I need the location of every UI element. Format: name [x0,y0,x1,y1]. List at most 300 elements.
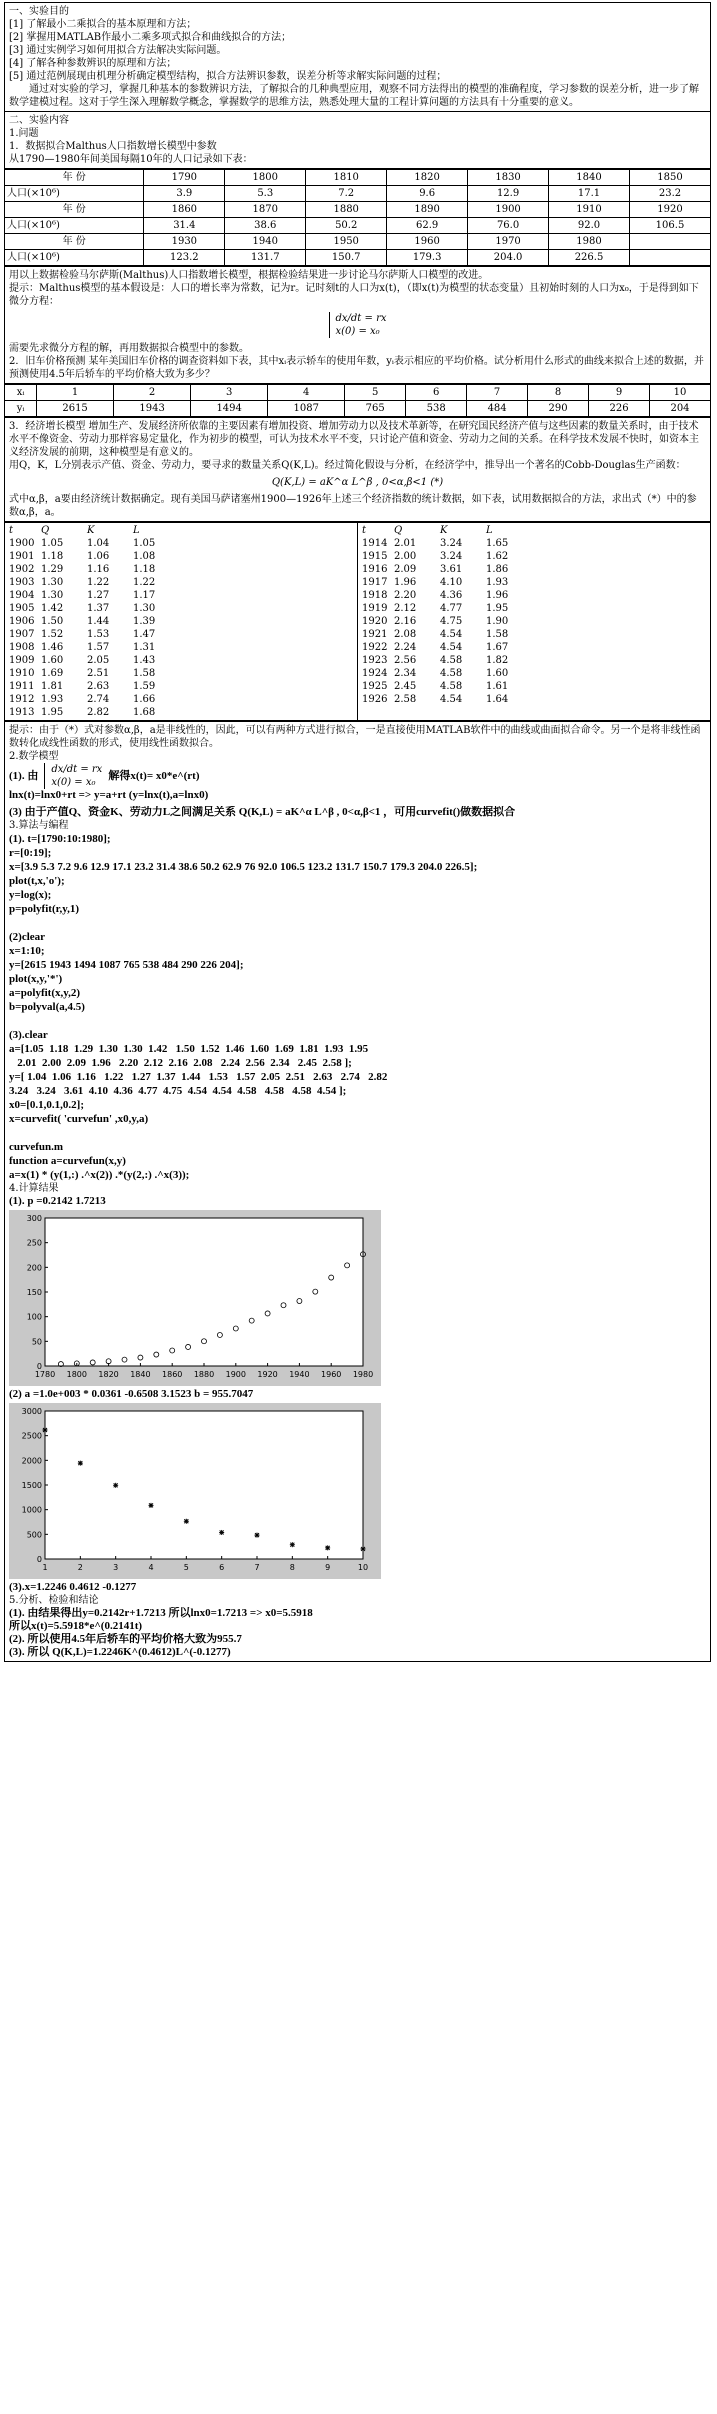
table-cell: 765 [345,401,406,417]
econ-cell: 4.75 [440,616,463,627]
table-cell: 50.2 [306,218,387,234]
econ-cell: 1.42 [41,603,64,614]
x-tick-label: 9 [325,1563,331,1572]
table-cell: 123.2 [144,250,225,266]
population-scatter-plot [9,1210,381,1386]
problem-1-intro: 从1790—1980年间美国每隔10年的人口记录如下表： [9,154,253,165]
econ-cell: 1.67 [486,642,509,653]
econ-cell: 2.56 [394,655,417,666]
econ-cell: 4.58 [440,681,463,692]
table-cell: 1880 [306,202,387,218]
ode-line: dx/dt = rx [335,313,387,324]
table-cell: 1900 [468,202,549,218]
table-cell: 62.9 [387,218,468,234]
table-cell: 5.3 [225,186,306,202]
econ-cell: 1.90 [486,616,509,627]
econ-row [362,563,706,576]
econ-cell: 1909 [9,655,35,666]
econ-cell: 1.60 [41,655,64,666]
econ-row [362,602,706,615]
y-tick-label: 2000 [21,1456,42,1466]
x-tick-label: 1 [42,1563,48,1572]
econ-cell: 1920 [362,616,388,627]
econ-cell: 2.08 [394,629,417,640]
goal-item: [5] 通过范例展现由机理分析确定模型结构，拟合方法辨识参数，误差分析等求解实际问题的过程； [9,71,447,82]
econ-row [9,550,353,563]
table-cell: 2 [114,385,191,401]
econ-row [362,537,706,550]
econ-cell: 4.10 [440,577,463,588]
problem-3-text2: 用Q，K，L分别表示产值、资金、劳动力，要寻求的数量关系Q(K,L)。经过简化假设与分析，在经济学中，推导出一个著名的Cobb-Douglas生产函数： [9,460,686,471]
table-cell: 3.9 [144,186,225,202]
econ-cell: 3.24 [440,538,463,549]
table-row [5,218,711,234]
table-cell: 1850 [629,170,710,186]
x-tick-label: 6 [219,1563,225,1572]
table-cell: 7.2 [306,186,387,202]
table-cell: 38.6 [225,218,306,234]
plot-area [45,1411,363,1559]
table-cell: 1980 [549,234,630,250]
table-cell: 6 [406,385,467,401]
data-point [149,1503,154,1508]
x-tick-label: 3 [113,1563,119,1572]
econ-cell: 1.64 [486,694,509,705]
econ-cell: 1.61 [486,681,509,692]
econ-cell: 1.50 [41,616,64,627]
econ-cell: 4.54 [440,642,463,653]
econ-row [9,706,353,719]
x-tick-label: 1780 [34,1370,56,1379]
econ-cell: 1908 [9,642,35,653]
table-cell: 179.3 [387,250,468,266]
econ-cell: 1916 [362,564,388,575]
car-price-scatter-plot [9,1403,381,1579]
econ-cell: 2.12 [394,603,417,614]
table-cell: 226.5 [549,250,630,266]
conclusion-line: (1). 由结果得出y=0.2142r+1.7213 所以lnx0=1.7213 => x0=5.5918 [9,1607,313,1619]
ode-line: x(0) = x₀ [51,777,96,788]
year-label: 年 份 [5,202,144,218]
table-cell: 226 [589,401,650,417]
y-tick-label: 0 [36,1362,42,1371]
econ-row [9,615,353,628]
x-tick-label: 1840 [130,1370,151,1379]
econ-cell: 2.58 [394,694,417,705]
econ-cell: 2.05 [87,655,110,666]
econ-cell: 1906 [9,616,35,627]
econ-cell: 1.93 [486,577,509,588]
year-label: 年 份 [5,170,144,186]
econ-cell: 1901 [9,551,35,562]
data-point [255,1533,260,1538]
econ-cell: 1926 [362,694,388,705]
econ-cell: 2.01 [394,538,417,549]
econ-row [362,589,706,602]
econ-header: Q [394,525,403,536]
econ-cell: 2.34 [394,668,417,679]
x-tick-label: 2 [77,1563,83,1572]
population-label: 人口(×10⁶) [5,218,144,234]
econ-cell: 4.54 [440,694,463,705]
econ-column-right [357,523,710,720]
table-cell: 1087 [268,401,345,417]
result-1: (1). p =0.2142 1.7213 [9,1195,106,1207]
econ-cell: 1903 [9,577,35,588]
econ-cell: 1923 [362,655,388,666]
y-tick-label: 250 [26,1238,42,1248]
econ-cell: 1.59 [133,681,156,692]
x-tick-label: 1900 [225,1370,246,1379]
econ-cell: 1911 [9,681,35,692]
econ-cell: 2.09 [394,564,417,575]
econ-row [362,576,706,589]
econ-cell: 1905 [9,603,35,614]
econ-data-table [4,522,711,721]
econ-cell: 1904 [9,590,35,601]
econ-cell: 1.29 [41,564,64,575]
problem-1-notes [4,266,711,384]
econ-row [9,537,353,550]
x-tick-label: 1880 [193,1370,215,1379]
econ-cell: 1.05 [41,538,64,549]
x-tick-label: 1800 [66,1370,87,1379]
econ-cell: 1.27 [87,590,110,601]
econ-cell: 1.82 [486,655,509,666]
goal-item: [4] 了解各种参数辨识的原理和方法； [9,58,177,69]
econ-cell: 4.54 [440,629,463,640]
econ-cell: 1.08 [133,551,156,562]
econ-cell: 1.65 [486,538,509,549]
x-tick-label: 5 [183,1563,189,1572]
table-cell: 1830 [468,170,549,186]
y-tick-label: 150 [26,1288,42,1297]
econ-cell: 2.74 [87,694,110,705]
table-cell: 76.0 [468,218,549,234]
table-cell: 1800 [225,170,306,186]
table-cell: 9 [589,385,650,401]
problem-3-text: 3．经济增长模型 增加生产、发展经济所依靠的主要因素有增加投资、增加劳动力以及技术革新等，在研究国民经济产值与这些因素的数量关系时，由于技术水平不像资金、劳动力那样容易定量化，作为初步的模型，可认为技术水平不变，只讨论产值和资金、劳动力之间的关系。在科学技术发展不快时，如资本主义经济发展的前期，这种模型是有意义的。 [9,421,699,458]
table-cell: 204 [650,401,711,417]
econ-row [362,628,706,641]
econ-row [9,576,353,589]
econ-cell: 1.95 [41,707,64,718]
table-cell: 1870 [225,202,306,218]
y-tick-label: 50 [31,1337,42,1347]
econ-cell: 4.77 [440,603,463,614]
table-cell: 204.0 [468,250,549,266]
econ-cell: 1.18 [41,551,64,562]
econ-cell: 1.18 [133,564,156,575]
section-title: 二、实验内容 [9,115,69,126]
y-tick-label: 1000 [21,1505,42,1515]
table-cell: 5 [345,385,406,401]
algo-title: 3.算法与编程 [9,820,69,831]
econ-cell: 1.93 [41,694,64,705]
econ-cell: 1.57 [87,642,110,653]
x-tick-label: 1980 [352,1370,374,1379]
econ-row [9,589,353,602]
conclusion-line: 所以x(t)=5.5918*e^(0.2141t) [9,1620,143,1632]
table-cell: 3 [191,385,268,401]
table-cell: 1810 [306,170,387,186]
ode-system [9,312,706,338]
econ-row [9,641,353,654]
objective-paragraph: 通过对实验的学习，掌握几种基本的参数辨识方法，了解拟合的几种典型应用，观察不同方法得出的模型的准确程度，学习参数的误差分析，进一步了解数学建模过程。这对于学生深入理解数学概念，掌握数学的思维方法，熟悉处理大量的工程计算问题的方法具有十分重要的意义。 [9,84,699,108]
model-1-line2: lnx(t)=lnx0+rt => y=a+rt (y=lnx(t),a=lnx0) [9,789,209,801]
econ-column-left [5,523,357,720]
econ-cell: 1.31 [133,642,156,653]
model-1-solution: 解得x(t)= x0*e^(rt) [108,769,200,782]
table-cell: 23.2 [629,186,710,202]
data-point [219,1530,224,1535]
chart-car-price [9,1403,381,1579]
econ-cell: 1902 [9,564,35,575]
solution-block [4,721,711,1662]
econ-cell: 1.30 [41,577,64,588]
econ-cell: 1.69 [41,668,64,679]
econ-cell: 1921 [362,629,388,640]
econ-header-row [9,524,353,537]
result-2: (2) a =1.0e+003 * 0.0361 -0.6508 3.1523 b = 955.7047 [9,1388,254,1400]
goal-item: [2] 掌握用MATLAB作最小二乘多项式拟合和曲线拟合的方法； [9,32,292,43]
table-cell: 10 [650,385,711,401]
table-cell: 1950 [306,234,387,250]
table-cell: 1940 [225,234,306,250]
problem-1-hint: 提示：Malthus模型的基本假设是：人口的增长率为常数，记为r。记时刻t的人口为x(t)，（即x(t)为模型的状态变量）且初始时刻的人口为x₀，于是得到如下微分方程： [9,283,699,307]
econ-row [362,641,706,654]
x-tick-label: 1820 [98,1370,119,1379]
econ-cell: 1.95 [486,603,509,614]
x-label: xᵢ [5,385,37,401]
econ-cell: 1.53 [87,629,110,640]
table-cell: 1 [37,385,114,401]
y-label: yᵢ [5,401,37,417]
x-tick-label: 1860 [162,1370,183,1379]
chart-population [9,1210,381,1386]
econ-header: Q [41,525,50,536]
model-1 [9,763,706,789]
model-3: (3) 由于产值Q、资金K、劳动力L之间满足关系 Q(K,L) = aK^α L^β , 0<α,β<1 ，可用curvefit()做数据拟合 [9,806,516,818]
econ-cell: 1.46 [41,642,64,653]
econ-cell: 1.86 [486,564,509,575]
car-price-table [4,384,711,417]
econ-cell: 1915 [362,551,388,562]
model-title: 2.数学模型 [9,751,59,762]
table-cell: 106.5 [629,218,710,234]
econ-row [362,680,706,693]
table-cell: 1930 [144,234,225,250]
econ-cell: 1907 [9,629,35,640]
table-cell: 1860 [144,202,225,218]
econ-cell: 1917 [362,577,388,588]
goal-item: [3] 通过实例学习如何用拟合方法解决实际问题。 [9,45,227,56]
table-cell: 290 [528,401,589,417]
goal-item: [1] 了解最小二乘拟合的基本原理和方法； [9,19,197,30]
table-cell: 4 [268,385,345,401]
econ-cell: 1914 [362,538,388,549]
table-row [5,401,711,417]
conclusion-line: (2). 所以使用4.5年后轿车的平均价格大致为955.7 [9,1633,242,1645]
analysis-title: 5.分析、检验和结论 [9,1595,99,1606]
problem-1-after: 用以上数据检验马尔萨斯(Malthus)人口指数增长模型，根据检验结果进一步讨论马尔萨斯人口模型的改进。 [9,270,489,281]
problem-3 [4,417,711,522]
econ-cell: 1.04 [87,538,110,549]
table-cell: 7 [467,385,528,401]
econ-cell: 1.58 [133,668,156,679]
table-row [5,385,711,401]
table-cell: 31.4 [144,218,225,234]
econ-cell: 1.58 [486,629,509,640]
conclusion-line: (3). 所以 Q(K,L)=1.2246K^(0.4612)L^(-0.1277) [9,1646,231,1658]
econ-cell: 1.52 [41,629,64,640]
econ-cell: 1.43 [133,655,156,666]
econ-cell: 2.20 [394,590,417,601]
econ-cell: 3.24 [440,551,463,562]
econ-cell: 1.30 [133,603,156,614]
year-label: 年 份 [5,234,144,250]
econ-row [362,654,706,667]
section-content [4,112,711,169]
econ-row [9,654,353,667]
table-row [5,250,711,266]
econ-cell: 1.47 [133,629,156,640]
table-cell: 8 [528,385,589,401]
table-cell: 1960 [387,234,468,250]
econ-cell: 1.17 [133,590,156,601]
table-cell: 150.7 [306,250,387,266]
y-tick-label: 500 [26,1530,42,1540]
problem-3-hint: 提示：由于（*）式对参数α,β，a是非线性的，因此，可以有两种方式进行拟合，一是直接使用MATLAB软件中的曲线或曲面拟合命令。另一个是将非线性函数转化成线性函数的形式，使用线性函数拟合。 [9,725,701,749]
section-objectives [4,2,711,112]
econ-cell: 1.16 [87,564,110,575]
econ-header: t [9,525,14,536]
econ-row [9,693,353,706]
econ-cell: 1.68 [133,707,156,718]
table-cell: 1840 [549,170,630,186]
econ-cell: 1919 [362,603,388,614]
table-cell [629,234,710,250]
econ-cell: 2.24 [394,642,417,653]
econ-cell: 1.39 [133,616,156,627]
x-tick-label: 8 [289,1563,295,1572]
econ-cell: 1.44 [87,616,110,627]
y-tick-label: 3000 [21,1407,42,1416]
table-cell: 1920 [629,202,710,218]
x-tick-label: 1960 [321,1370,342,1379]
econ-row [9,563,353,576]
data-point [113,1483,118,1488]
y-tick-label: 300 [26,1214,42,1223]
y-tick-label: 0 [36,1555,42,1564]
econ-cell: 1.30 [41,590,64,601]
econ-cell: 1.96 [394,577,417,588]
econ-cell: 1924 [362,668,388,679]
data-point [184,1519,189,1524]
econ-row [9,680,353,693]
table-cell: 1970 [468,234,549,250]
ode-line: x(0) = x₀ [335,326,380,337]
subsection-title: 1.问题 [9,128,39,139]
table-row [5,170,711,186]
econ-cell: 1.62 [486,551,509,562]
table-cell [629,250,710,266]
code-listing: (1). t=[1790:10:1980]; r=[0:19]; x=[3.9 5.3 7.2 9.6 12.9 17.1 23.2 31.4 38.6 50.2 62.9 76 92.0 106.5 123.2 131.7 150.7 179.3 204.0 226.5]; plot(t,x,'o'); y=log(x); p=polyfit(r,y,1) (2)clear x=1:10; y=[2615 1943 1494 1087 765 538 484 290 226 204]; plot(x,y,'*') a=polyfit(x,y,2) b=polyval(a,4.5) (3).clear a=[1.05 1.18 1.29 1.30 1.30 1.42 1.50 1.52 1.46 1.60 1.69 1.81 1.93 1.95 2.01 2.00 2.09 1.96 2.20 2.12 2.16 2.08 2.24 2.56 2.34 2.45 2.58 ]; y=[ 1.04 1.06 1.16 1.22 1.27 1.37 1.44 1.53 1.57 2.05 2.51 2.63 2.74 2.82 3.24 3.24 3.61 4.10 4.36 4.77 4.75 4.54 4.54 4.58 4.58 4.58 4.54 ]; x0=[0.1,0.1,0.2]; x=curvefit( 'curvefun' ,x0,y,a) curvefun.m function a=curvefun(x,y) a=x(1) * (y(1,:) .^x(2)) .*(y(2,:) .^x(3)); [9,833,478,1181]
data-point [361,1546,366,1551]
econ-header: t [362,525,367,536]
econ-row [362,667,706,680]
y-tick-label: 100 [26,1312,42,1322]
model-1-prefix: (1). 由 [9,769,39,782]
econ-cell: 1.66 [133,694,156,705]
econ-row [9,628,353,641]
result-3: (3).x=1.2246 0.4612 -0.1277 [9,1581,137,1593]
table-row [5,186,711,202]
econ-cell: 2.45 [394,681,417,692]
econ-cell: 4.58 [440,668,463,679]
result-title: 4.计算结果 [9,1183,59,1194]
x-tick-label: 1940 [289,1370,310,1379]
population-label: 人口(×10⁶) [5,186,144,202]
model-1-ode [44,763,102,789]
econ-cell: 1900 [9,538,35,549]
data-point [43,1427,48,1432]
data-point [325,1545,330,1550]
y-tick-label: 200 [26,1263,42,1273]
x-tick-label: 7 [254,1563,260,1572]
table-cell: 1943 [114,401,191,417]
econ-cell: 2.63 [87,681,110,692]
table-row [5,234,711,250]
econ-cell: 1.37 [87,603,110,614]
econ-cell: 1912 [9,694,35,705]
table-cell: 1820 [387,170,468,186]
econ-header: L [486,525,493,536]
table-cell: 1910 [549,202,630,218]
problem-2-text: 2．旧车价格预测 某年美国旧车价格的调查资料如下表，其中xᵢ表示轿车的使用年数，yᵢ表示相应的平均价格。试分析用什么形式的曲线来拟合上述的数据，并预测使用4.5年后轿车的平均价格大致为多少？ [9,356,704,380]
econ-cell: 1.22 [133,577,156,588]
table-cell: 12.9 [468,186,549,202]
table-cell: 1494 [191,401,268,417]
econ-cell: 1918 [362,590,388,601]
econ-cell: 2.82 [87,707,110,718]
table-cell: 9.6 [387,186,468,202]
econ-cell: 4.58 [440,655,463,666]
problem-3-text3: 式中α,β，a要由经济统计数据确定。现有美国马萨诸塞州1900—1926年上述三个经济指数的统计数据，如下表，试用数据拟合的方法，求出式（*）中的参数α,β，a。 [9,494,697,518]
problem-1-need: 需要先求微分方程的解，再用数据拟合模型中的参数。 [9,343,249,354]
table-row [5,202,711,218]
y-tick-label: 2500 [21,1431,42,1441]
x-tick-label: 10 [357,1563,369,1572]
y-tick-label: 1500 [21,1481,42,1490]
econ-cell: 1.96 [486,590,509,601]
econ-row [9,602,353,615]
ode-line: dx/dt = rx [51,764,103,775]
population-label: 人口(×10⁶) [5,250,144,266]
table-cell: 131.7 [225,250,306,266]
econ-cell: 2.00 [394,551,417,562]
table-cell: 92.0 [549,218,630,234]
econ-cell: 1922 [362,642,388,653]
econ-row [362,550,706,563]
table-cell: 1790 [144,170,225,186]
econ-cell: 4.36 [440,590,463,601]
econ-cell: 1925 [362,681,388,692]
econ-header: K [440,525,448,536]
population-table [4,169,711,266]
econ-row [362,693,706,706]
econ-header: L [133,525,140,536]
